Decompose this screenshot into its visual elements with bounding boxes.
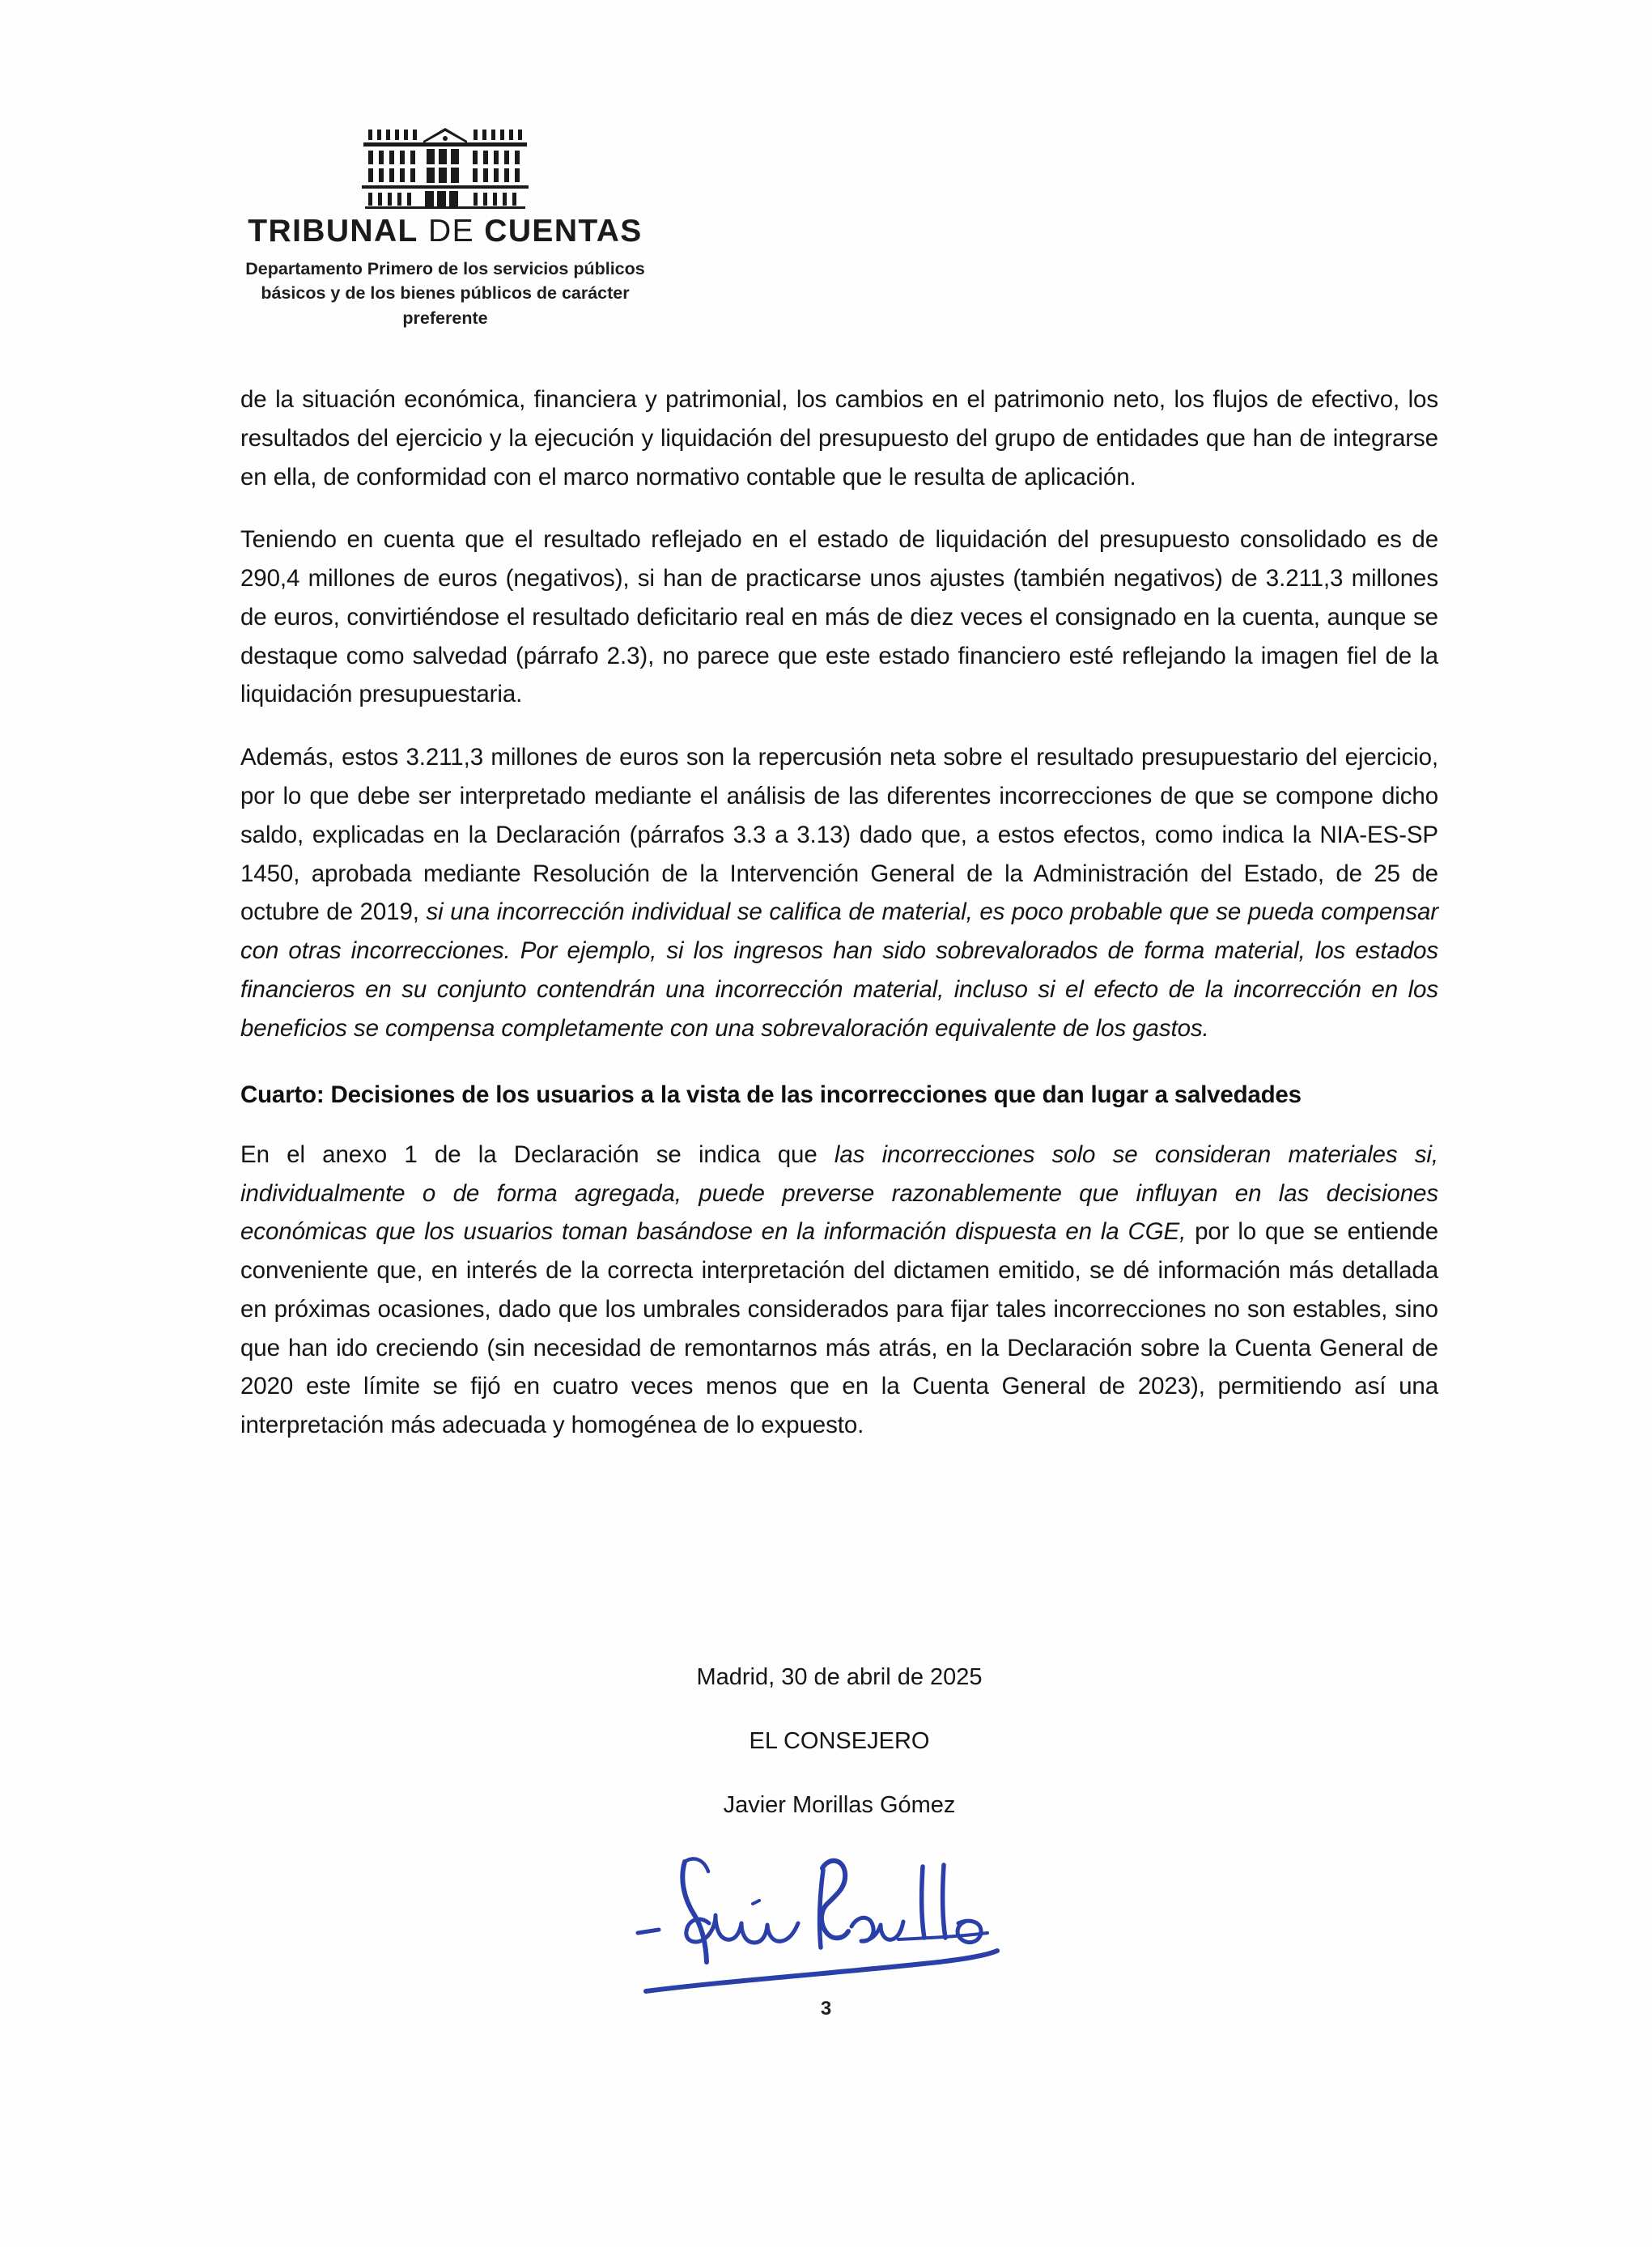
handwritten-signature-icon [631,1820,1085,2006]
paragraph-1: de la situación económica, financiera y patrimonial, los cambios en el patrimonio neto, los flujos de efectivo, los resultados del ejercicio y la ejecución y liquidación del presupuesto del grupo de entidades que han de integrarse en ella, de conformidad con el marco normativo contable que le resulta de aplicación. [240,386,1438,491]
tribunal-building-crest-icon [357,121,533,210]
section-heading-cuarto: Cuarto: Decisiones de los usuarios a la vista de las incorrecciones que dan lugar a salvedades [240,1081,1302,1108]
paragraph-3-italic-quote: si una incorrección individual se califica de material, es poco probable que se pueda compensar con otras incorrecciones. Por ejemplo, si los ingresos han sido sobrevalorados de forma material, los estados financieros en su conjunto contendrán una incorrección material, incluso si el efecto de la incorrección en los beneficios se compensa completamente con una sobrevaloración equivalente de los gastos. [240,898,1439,1042]
paragraph-4 [240,1136,1438,1445]
department-subtitle-line-2: básicos y de los bienes públicos de carácter [261,283,630,304]
paragraph-4-italic-quote: las incorrecciones solo se consideran materiales si, individualmente o de forma agregada, puede preverse razonablemente que influyan en las decisiones económicas que los usuarios toman basándose en la información dispuesta en la CGE, [240,1140,1438,1246]
signature-block [240,1663,1438,1819]
signature-role: EL CONSEJERO [749,1727,930,1754]
paragraph-2: Teniendo en cuenta que el resultado reflejado en el estado de liquidación del presupuesto consolidado es de 290,4 millones de euros (negativos), si han de practicarse unos ajustes (también negativos) de 3.211,3 millones de euros, convirtiéndose el resultado deficitario real en más de diez veces el consignado en la cuenta, aunque se destaque como salvedad (párrafo 2.3), no parece que este estado financiero esté reflejando la imagen fiel de la liquidación presupuestaria. [240,526,1438,708]
document-body [240,380,1438,1469]
department-subtitle [194,257,696,331]
department-subtitle-line-3: preferente [402,308,488,328]
org-title-part-de: DE [428,214,475,248]
org-title-part-cuentas: CUENTAS [484,214,643,248]
signature-place-date: Madrid, 30 de abril de 2025 [696,1664,983,1690]
paragraph-4-trailing-text: por lo que se entiende conveniente que, en interés de la correcta interpretación del dictamen emitido, se dé información más detallada en próximas ocasiones, dado que los umbrales considerados para fijar tales incorrecciones no son estables, sino que han ido creciendo (sin necesidad de remontarnos más atrás, en la Declaración sobre la Cuenta General de 2020 este límite se fijó en cuatro veces menos que en la Cuenta General de 2023), permitiendo así una interpretación más adecuada y homogénea de lo expuesto. [240,1218,1438,1439]
paragraph-4-lead-text: En el anexo 1 de la Declaración se indica que [240,1140,834,1168]
paragraph-3-roman-text: Además, estos 3.211,3 millones de euros son la repercusión neta sobre el resultado presupuestario del ejercicio, por lo que debe ser interpretado mediante el análisis de las diferentes incorrecciones de que se compone dicho saldo, explicadas en la Declaración (párrafos 3.3 a 3.13) dado que, a estos efectos, como indica la NIA-ES-SP 1450, aprobada mediante Resolución de la Intervención General de la Administración del Estado, de 25 de octubre de 2019, [240,744,1438,926]
page-number: 3 [820,1998,832,2020]
letterhead [194,121,696,330]
org-title-part-tribunal: TRIBUNAL [248,214,418,248]
signature-name: Javier Morillas Gómez [723,1791,956,1818]
department-subtitle-line-1: Departamento Primero de los servicios públicos [245,258,645,278]
paragraph-3 [240,738,1438,1047]
organization-title [194,215,696,248]
